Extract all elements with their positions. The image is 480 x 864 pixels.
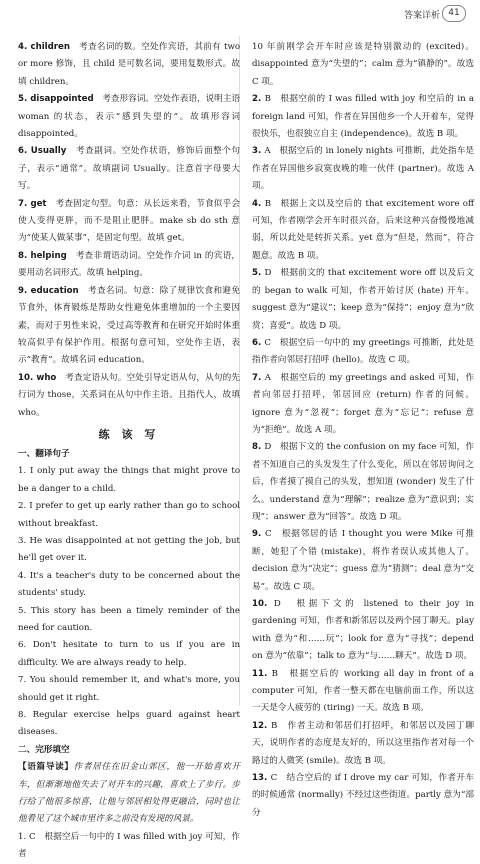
item-number: 6. bbox=[18, 146, 31, 157]
translation-sentence: 7. You should remember it, and what's more, you should get it right. bbox=[18, 675, 240, 703]
answer-item bbox=[252, 39, 474, 91]
cloze-heading: 二、完形填空 bbox=[18, 744, 70, 755]
explanation-text: 考查副词。空处作状语，修饰后面整个句子，表示“通常”。故填副词 Usually。注意首字母要大写。 bbox=[18, 146, 240, 192]
header-title: 答案详析 bbox=[403, 11, 440, 21]
answer-word: disappointed bbox=[30, 94, 103, 105]
passage-guide bbox=[18, 759, 240, 829]
explanation-text: 考查非谓语动词。空处作介词 in 的宾语，要用动名词形式。故填 helping。 bbox=[18, 250, 240, 279]
answer-item bbox=[252, 718, 474, 770]
translation-sentence: 2. I prefer to get up early rather than go to school without breakfast. bbox=[18, 501, 240, 529]
explanation-text: D 根据下文的 listened to their joy in gardening 可知，作者和新邻居以及两个园丁聊天。play with 意为“和……玩”；look for 意为“寻找”；depend on 意为“依靠”；talk to 意为“与……聊天”。故选 D 项。 bbox=[252, 599, 475, 662]
explanation-text: 考查固定句型。句意：从长远来看，节食似乎会使人变得更胖，而不是阻止肥胖。make sb do sth 意为“使某人做某事”，是固定句型。故填 get。 bbox=[18, 198, 240, 244]
answer-item bbox=[252, 196, 474, 266]
item-number: 13. bbox=[252, 773, 271, 784]
translation-sentence: 4. It's a teacher's duty to be concerned about the students' study. bbox=[18, 570, 240, 599]
cloze-answer-1: 1. C 根据空后一句中的 I was filled with joy 可知，作者 bbox=[18, 831, 240, 860]
explanation-text: A 根据空后的 in lonely nights 可推断，此处指车是作者在异国他乡寂寞夜晚的唯一伙伴 (partner)。故选 A 项。 bbox=[252, 146, 474, 192]
page-number: 41 bbox=[442, 5, 466, 22]
answer-item bbox=[252, 666, 474, 718]
explanation-text: B 根据上文以及空后的 that excitement wore off 可知，作者刚学会开车时很兴奋，后来这种兴奋慢慢地减弱，所以此处是转折关系。yet 意为“但是，然而”，符合题意。故选 B 项。 bbox=[252, 198, 474, 261]
answer-word: helping bbox=[30, 250, 76, 261]
answer-list-right bbox=[252, 39, 474, 822]
answer-list-left bbox=[18, 39, 240, 422]
answer-item bbox=[18, 91, 240, 143]
right-column bbox=[252, 39, 474, 822]
item-number: 5. bbox=[252, 268, 265, 279]
answer-item bbox=[252, 335, 474, 370]
answer-item bbox=[252, 596, 474, 666]
page-header bbox=[0, 0, 480, 26]
answer-word: children bbox=[30, 42, 80, 52]
answer-item bbox=[18, 370, 240, 422]
explanation-text: B 作者主动和邻居们打招呼，和邻居以及园丁聊天，说明作者的态度是友好的，所以这里指作者对每一个路过的人微笑 (smile)。故选 B 项。 bbox=[252, 720, 474, 766]
answer-item bbox=[252, 265, 474, 335]
item-number: 9. bbox=[252, 529, 266, 540]
item-number: 8. bbox=[252, 442, 265, 453]
translation-sentence: 1. I only put away the things that might prove to be a danger to a child. bbox=[18, 466, 240, 494]
item-number: 7. bbox=[252, 372, 265, 383]
answer-item bbox=[18, 39, 240, 91]
answer-item bbox=[18, 143, 240, 195]
answer-item bbox=[18, 248, 240, 283]
explanation-text: D 根据下文的 the confusion on my face 可知，作者不知道自己的头发发生了什么变化，所以在邻居询问之后，作者摸了摸自己的头发，想知道 (wonder) 发生了什么。understand 意为“理解”；realize 意为“意识到；实现”；answer 意为“回答”。故选 D 项。 bbox=[252, 442, 474, 522]
answer-item bbox=[252, 526, 474, 596]
explanation-text: A 根据空后的 my greetings and asked 可知，作者向邻居打招呼，邻居回应 (return) 作者的问候。ignore 意为“忽视”；forget 意为“忘记”；refuse 意为“拒绝”。故选 A 项。 bbox=[252, 372, 474, 435]
answer-item bbox=[252, 770, 474, 822]
explanation-text: C 根据邻居的话 I thought you were Mike 可推断，她犯了个错 (mistake)，将作者误认成其他人了。decision 意为“决定”；guess 意为“猜测”；deal 意为“交易”。故选 C 项。 bbox=[252, 529, 474, 592]
item-number: 5. bbox=[18, 94, 31, 105]
item-number: 11. bbox=[252, 668, 272, 679]
answer-item bbox=[252, 370, 474, 440]
answer-word: education bbox=[30, 285, 89, 296]
translation-sentence: 5. This story has been a timely reminder of the need for caution. bbox=[18, 605, 240, 633]
item-number: 10. bbox=[18, 372, 37, 383]
item-number: 4. bbox=[18, 42, 31, 52]
translation-heading: 一、翻译句子 bbox=[18, 448, 70, 459]
guide-label: 【语篇导读】 bbox=[18, 762, 74, 773]
answer-word: Usually bbox=[30, 146, 76, 157]
translation-sentence: 3. He was disappointed at not getting the job, but he'll get over it. bbox=[18, 535, 240, 564]
answer-item bbox=[252, 143, 474, 195]
translation-sentence: 8. Regular exercise helps guard against heart diseases. bbox=[18, 710, 240, 738]
item-number: 9. bbox=[18, 285, 31, 296]
answer-word: who bbox=[36, 372, 66, 383]
explanation-text: 考查形容词。空处作表语，说明主语 woman 的状态，表示“感到失望的”。故填形容词 disappointed。 bbox=[18, 94, 240, 140]
translation-sentence: 6. Don't hesitate to turn to us if you are in difficulty. We are always ready to help. bbox=[18, 640, 240, 668]
explanation-text: C 结合空后的 if I drove my car 可知，作者开车的时候通常 (normally) 不经过这些街道。partly 意为“部分 bbox=[252, 773, 475, 818]
explanation-text: 考查名词的数。空处作宾语，其前有 two or more 修饰，且 child 是可数名词，要用复数形式。故填 children。 bbox=[18, 42, 240, 87]
answer-item bbox=[252, 439, 474, 526]
item-number: 10. bbox=[252, 599, 274, 609]
explanation-text: C 根据空后一句中的 my greetings 可推断，此处是指作者向邻居打招呼 (hello)。故选 C 项。 bbox=[252, 337, 474, 366]
left-column bbox=[18, 39, 240, 864]
explanation-text: 考查定语从句。空处引导定语从句，从句的先行词为 those，关系词在从句中作主语。且指代人，故填 who。 bbox=[18, 372, 240, 418]
explanation-text: B 根据空前的 I was filled with joy 和空后的 in a foreign land 可知，作者在异国他乡一个人开着车，觉得很快乐，也很独立自主 (independence)。故选 B 项。 bbox=[252, 94, 474, 140]
practice-title: 练 该 写 bbox=[98, 427, 160, 441]
translation-sentences bbox=[18, 463, 240, 742]
item-number: 4. bbox=[252, 198, 265, 209]
item-number: 6. bbox=[252, 337, 265, 348]
item-number: 2. bbox=[252, 94, 265, 105]
explanation-text: B 根据空后的 working all day in front of a computer 可知，作者一整天都在电脑前面工作，所以这一天是令人疲劳的 (tiring) 一天。故选 B 项。 bbox=[252, 668, 474, 714]
item-number: 7. bbox=[18, 198, 31, 209]
answer-item bbox=[18, 283, 240, 370]
answer-item bbox=[252, 91, 474, 143]
answer-item bbox=[18, 196, 240, 248]
explanation-text: 10 年前刚学会开车时应该是特别激动的 (excited)。disappointed 意为“失望的”；calm 意为“镇静的”。故选 C 项。 bbox=[252, 42, 474, 87]
guide-text: 作者居住在旧金山郊区，他一开始喜欢开车，但渐渐地他失去了对开车的兴趣，喜欢上了步行。步行给了他很多惊喜，让他与邻居相处得更融洽，同时也让他看见了这个城市里许多之前没有发现的风景。 bbox=[18, 762, 240, 825]
item-number: 3. bbox=[252, 146, 265, 157]
answer-word: get bbox=[30, 198, 56, 209]
explanation-text: D 根据前文的 that excitement wore off 以及后文的 began to walk 可知，作者开始讨厌 (hate) 开车。suggest 意为“建议”；keep 意为“保持”；enjoy 意为“欣赏；喜爱”。故选 D 项。 bbox=[252, 268, 474, 331]
item-number: 12. bbox=[252, 720, 271, 731]
item-number: 8. bbox=[18, 250, 31, 261]
explanation-text: 考查名词。句意：除了规律饮食和避免节食外，体育锻炼是帮助女性避免体重增加的一个主要因素，而对于男性来说，受过高等教育和在研究开始时体重较高似乎有保护作用。根据句意可知，空处作主语，表示“教育”。故填名词 education。 bbox=[18, 285, 240, 366]
